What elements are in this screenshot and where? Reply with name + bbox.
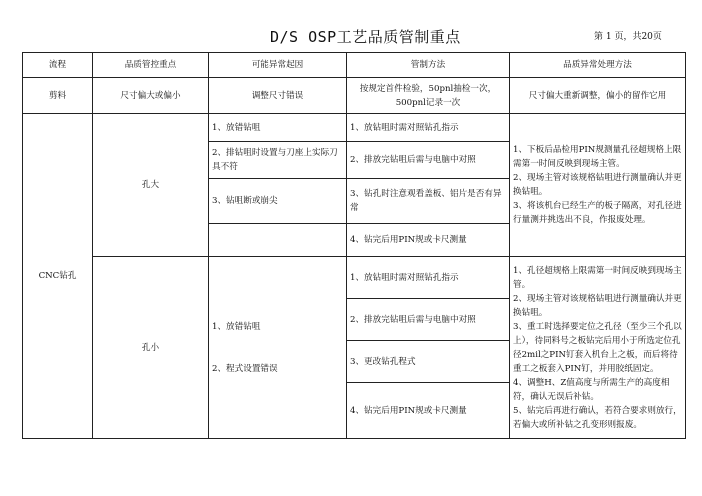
big-method-2: 2、排放完钻咀后需与电脑中对照 xyxy=(347,142,510,179)
small-causes: 1、放错钻咀 2、程式设置错误 xyxy=(209,257,347,439)
cut-handling: 尺寸偏大重新调整，偏小的留作它用 xyxy=(510,78,686,114)
small-method-2: 2、排放完钻咀后需与电脑中对照 xyxy=(347,299,510,341)
big-method-1: 1、放钻咀时需对照钻孔指示 xyxy=(347,114,510,142)
header-process: 流程 xyxy=(23,53,93,78)
cut-cause: 调整尺寸错误 xyxy=(209,78,347,114)
big-method-4: 4、钻完后用PIN规或卡尺测量 xyxy=(347,224,510,257)
header-focus: 品质管控重点 xyxy=(93,53,209,78)
big-method-3: 3、钻孔时注意观看盖板、铝片是否有异常 xyxy=(347,179,510,224)
header-handling: 品质异常处理方法 xyxy=(510,53,686,78)
cnc-process: CNC钻孔 xyxy=(23,114,93,439)
cnc-small-row-1 xyxy=(23,257,686,299)
big-cause-4 xyxy=(209,224,347,257)
cut-row xyxy=(23,78,686,114)
big-cause-2: 2、排钻咀时设置与刀座上实际刀具不符 xyxy=(209,142,347,179)
cut-process: 剪料 xyxy=(23,78,93,114)
header-cause: 可能异常起因 xyxy=(209,53,347,78)
big-cause-3: 3、钻咀断或崩尖 xyxy=(209,179,347,224)
page-info: 第 1 页，共20页 xyxy=(594,32,662,42)
big-hole-focus: 孔大 xyxy=(93,114,209,257)
header-method: 管制方法 xyxy=(347,53,510,78)
cut-focus: 尺寸偏大或偏小 xyxy=(93,78,209,114)
document-title: D/S OSP工艺品质管制重点 xyxy=(270,28,461,46)
cut-method: 按规定首件检验，50pnl抽检一次，500pnl记录一次 xyxy=(347,78,510,114)
small-hole-focus: 孔小 xyxy=(93,257,209,439)
cnc-big-row-1 xyxy=(23,114,686,142)
quality-control-table xyxy=(22,52,686,439)
header-row xyxy=(23,53,686,78)
small-method-3: 3、更改钻孔程式 xyxy=(347,341,510,383)
small-handling: 1、孔径超规格上限需第一时间反映到现场主管。 2、现场主管对该规格钻咀进行测量确认并更换钻咀。 3、重工时选择要定位之孔径（至少三个孔以上），待同料号之板钻完后用小于所选定位孔径2mil之PIN钉套入机台上之板，而后将待重工之板套入PIN钉，并用胶纸固定。 4、调整H、Z值高度与所需生产的高度相符，确认无误后补钻。 5、钻完后再进行确认，若符合要求则放行，若偏大或所补钻之孔变形则报废。 xyxy=(510,257,686,439)
big-handling: 1、下板后品检用PIN规测量孔径超规格上限需第一时间反映到现场主管。 2、现场主管对该规格钻咀进行测量确认并更换钻咀。 3、将该机台已经生产的板子隔离，对孔径进行量测并挑选出不良，作报废处理。 xyxy=(510,114,686,257)
small-method-1: 1、放钻咀时需对照钻孔指示 xyxy=(347,257,510,299)
big-cause-1: 1、放错钻咀 xyxy=(209,114,347,142)
small-method-4: 4、钻完后用PIN规或卡尺测量 xyxy=(347,383,510,439)
